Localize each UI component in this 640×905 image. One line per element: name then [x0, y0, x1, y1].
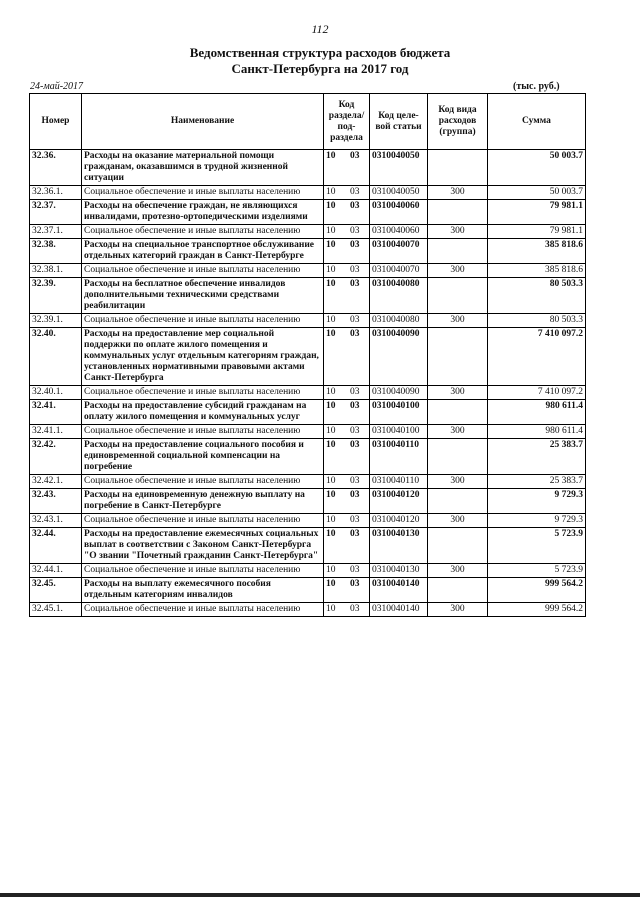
table-row [30, 514, 586, 528]
row-name: Расходы на обеспечение граждан, не являющихся инвалидами, протезно-ортопедическими изделиями [82, 200, 324, 225]
row-section [324, 314, 370, 328]
title-line-2: Санкт-Петербурга на 2017 год [231, 61, 409, 76]
table-row [30, 150, 586, 186]
table-row [30, 439, 586, 475]
row-section [324, 186, 370, 200]
row-section [324, 603, 370, 617]
row-subsection-code: 03 [350, 515, 360, 525]
row-amount: 7 410 097.2 [488, 328, 586, 386]
header-section: Код раздела/ под- раздела [324, 94, 370, 150]
row-name: Расходы на предоставление социального пособия и единовременной социальной компенсации на погребение [82, 439, 324, 475]
row-article: 0310040080 [370, 278, 428, 314]
row-amount: 385 818.6 [488, 264, 586, 278]
row-number: 32.41. [30, 400, 82, 425]
row-number: 32.43.1. [30, 514, 82, 528]
row-section [324, 150, 370, 186]
row-name: Социальное обеспечение и иные выплаты населению [82, 225, 324, 239]
row-section [324, 278, 370, 314]
row-section-code: 10 [326, 329, 336, 339]
header-name: Наименование [82, 94, 324, 150]
row-section-code: 10 [326, 315, 336, 325]
row-amount: 999 564.2 [488, 603, 586, 617]
row-name: Социальное обеспечение и иные выплаты населению [82, 514, 324, 528]
row-expense-type [428, 578, 488, 603]
row-subsection-code: 03 [350, 579, 360, 589]
row-article: 0310040080 [370, 314, 428, 328]
row-article: 0310040070 [370, 264, 428, 278]
row-expense-type [428, 528, 488, 564]
row-amount: 9 729.3 [488, 489, 586, 514]
table-row [30, 489, 586, 514]
row-section [324, 328, 370, 386]
table-row [30, 225, 586, 239]
row-name: Расходы на бесплатное обеспечение инвалидов дополнительными техническими средствами реабилитации [82, 278, 324, 314]
row-section-code: 10 [326, 579, 336, 589]
row-section-code: 10 [326, 226, 336, 236]
row-section-code: 10 [326, 401, 336, 411]
row-subsection-code: 03 [350, 315, 360, 325]
title-line-1: Ведомственная структура расходов бюджета [189, 45, 451, 60]
row-amount: 999 564.2 [488, 578, 586, 603]
row-name: Расходы на предоставление субсидий гражданам на оплату жилого помещения и коммунальных услуг [82, 400, 324, 425]
scan-edge-bar [0, 893, 640, 897]
row-section [324, 489, 370, 514]
row-section-code: 10 [326, 529, 336, 539]
table-row [30, 400, 586, 425]
row-section [324, 239, 370, 264]
row-number: 32.43. [30, 489, 82, 514]
row-subsection-code: 03 [350, 279, 360, 289]
row-expense-type: 300 [428, 603, 488, 617]
header-article: Код целе- вой статьи [370, 94, 428, 150]
row-amount: 80 503.3 [488, 278, 586, 314]
row-amount: 5 723.9 [488, 564, 586, 578]
row-expense-type: 300 [428, 314, 488, 328]
row-subsection-code: 03 [350, 565, 360, 575]
row-article: 0310040100 [370, 425, 428, 439]
row-amount: 50 003.7 [488, 150, 586, 186]
row-subsection-code: 03 [350, 151, 360, 161]
units-label: (тыс. руб.) [513, 81, 560, 92]
row-expense-type: 300 [428, 386, 488, 400]
row-section-code: 10 [326, 240, 336, 250]
row-section-code: 10 [326, 279, 336, 289]
row-section [324, 439, 370, 475]
row-article: 0310040120 [370, 489, 428, 514]
row-article: 0310040110 [370, 475, 428, 489]
row-name: Социальное обеспечение и иные выплаты населению [82, 186, 324, 200]
row-article: 0310040070 [370, 239, 428, 264]
row-amount: 9 729.3 [488, 514, 586, 528]
row-number: 32.42. [30, 439, 82, 475]
row-article: 0310040130 [370, 564, 428, 578]
row-subsection-code: 03 [350, 265, 360, 275]
row-article: 0310040050 [370, 150, 428, 186]
row-number: 32.44. [30, 528, 82, 564]
row-expense-type [428, 200, 488, 225]
budget-table [29, 93, 586, 617]
row-section [324, 578, 370, 603]
row-number: 32.36. [30, 150, 82, 186]
row-number: 32.41.1. [30, 425, 82, 439]
row-name: Расходы на оказание материальной помощи гражданам, оказавшимся в трудной жизненной ситуации [82, 150, 324, 186]
row-section [324, 386, 370, 400]
row-expense-type [428, 239, 488, 264]
row-section [324, 264, 370, 278]
row-section-code: 10 [326, 490, 336, 500]
row-amount: 25 383.7 [488, 439, 586, 475]
row-amount: 79 981.1 [488, 225, 586, 239]
row-expense-type [428, 400, 488, 425]
row-section [324, 528, 370, 564]
row-expense-type: 300 [428, 475, 488, 489]
row-article: 0310040110 [370, 439, 428, 475]
row-subsection-code: 03 [350, 387, 360, 397]
row-number: 32.40.1. [30, 386, 82, 400]
row-section-code: 10 [326, 565, 336, 575]
row-name: Социальное обеспечение и иные выплаты населению [82, 475, 324, 489]
row-subsection-code: 03 [350, 490, 360, 500]
page-title [0, 45, 640, 77]
row-subsection-code: 03 [350, 401, 360, 411]
row-amount: 79 981.1 [488, 200, 586, 225]
row-article: 0310040100 [370, 400, 428, 425]
row-article: 0310040140 [370, 603, 428, 617]
row-section [324, 425, 370, 439]
row-name: Социальное обеспечение и иные выплаты населению [82, 425, 324, 439]
row-article: 0310040060 [370, 225, 428, 239]
row-section-code: 10 [326, 201, 336, 211]
row-article: 0310040090 [370, 328, 428, 386]
row-number: 32.42.1. [30, 475, 82, 489]
row-subsection-code: 03 [350, 329, 360, 339]
table-row [30, 425, 586, 439]
row-section-code: 10 [326, 265, 336, 275]
table-row [30, 278, 586, 314]
row-expense-type: 300 [428, 264, 488, 278]
row-subsection-code: 03 [350, 604, 360, 614]
row-section [324, 225, 370, 239]
row-subsection-code: 03 [350, 426, 360, 436]
row-amount: 980 611.4 [488, 425, 586, 439]
row-subsection-code: 03 [350, 187, 360, 197]
row-number: 32.37. [30, 200, 82, 225]
row-name: Социальное обеспечение и иные выплаты населению [82, 264, 324, 278]
table-row [30, 200, 586, 225]
row-name: Расходы на единовременную денежную выплату на погребение в Санкт-Петербурге [82, 489, 324, 514]
table-row [30, 314, 586, 328]
row-amount: 385 818.6 [488, 239, 586, 264]
header-amount: Сумма [488, 94, 586, 150]
row-section [324, 514, 370, 528]
table-row [30, 528, 586, 564]
row-section [324, 564, 370, 578]
row-expense-type [428, 489, 488, 514]
row-section [324, 200, 370, 225]
row-amount: 980 611.4 [488, 400, 586, 425]
row-expense-type [428, 278, 488, 314]
row-expense-type: 300 [428, 186, 488, 200]
row-number: 32.38. [30, 239, 82, 264]
row-section [324, 475, 370, 489]
row-number: 32.36.1. [30, 186, 82, 200]
row-expense-type: 300 [428, 514, 488, 528]
row-article: 0310040050 [370, 186, 428, 200]
row-section-code: 10 [326, 440, 336, 450]
table-row [30, 475, 586, 489]
row-section-code: 10 [326, 604, 336, 614]
row-section [324, 400, 370, 425]
row-article: 0310040120 [370, 514, 428, 528]
row-article: 0310040130 [370, 528, 428, 564]
row-name: Социальное обеспечение и иные выплаты населению [82, 603, 324, 617]
row-subsection-code: 03 [350, 476, 360, 486]
row-name: Расходы на предоставление ежемесячных социальных выплат в соответствии с Законом Санкт-Петербурга "О звании "Почетный гражданин Санкт-Петербурга" [82, 528, 324, 564]
row-name: Социальное обеспечение и иные выплаты населению [82, 564, 324, 578]
row-article: 0310040060 [370, 200, 428, 225]
row-number: 32.45. [30, 578, 82, 603]
row-subsection-code: 03 [350, 440, 360, 450]
row-amount: 25 383.7 [488, 475, 586, 489]
table-row [30, 603, 586, 617]
row-expense-type [428, 150, 488, 186]
table-row [30, 186, 586, 200]
row-number: 32.44.1. [30, 564, 82, 578]
row-name: Расходы на предоставление мер социальной поддержки по оплате жилого помещения и коммунальных услуг отдельным категориям граждан, установленных нормативными правовыми актами Санкт-Петербурга [82, 328, 324, 386]
row-section-code: 10 [326, 387, 336, 397]
row-section-code: 10 [326, 187, 336, 197]
table-row [30, 264, 586, 278]
table-row [30, 239, 586, 264]
table-row [30, 328, 586, 386]
row-subsection-code: 03 [350, 201, 360, 211]
row-amount: 5 723.9 [488, 528, 586, 564]
row-name: Расходы на специальное транспортное обслуживание отдельных категорий граждан в Санкт-Петербурге [82, 239, 324, 264]
row-expense-type: 300 [428, 425, 488, 439]
header-number: Номер [30, 94, 82, 150]
row-section-code: 10 [326, 426, 336, 436]
row-amount: 80 503.3 [488, 314, 586, 328]
row-expense-type [428, 328, 488, 386]
row-expense-type: 300 [428, 564, 488, 578]
row-subsection-code: 03 [350, 226, 360, 236]
header-expense-type: Код вида расходов (группа) [428, 94, 488, 150]
row-article: 0310040090 [370, 386, 428, 400]
row-number: 32.37.1. [30, 225, 82, 239]
table-body [30, 150, 586, 617]
row-name: Социальное обеспечение и иные выплаты населению [82, 386, 324, 400]
table-row [30, 578, 586, 603]
row-name: Социальное обеспечение и иные выплаты населению [82, 314, 324, 328]
row-section-code: 10 [326, 476, 336, 486]
row-expense-type: 300 [428, 225, 488, 239]
page-number: 112 [311, 22, 329, 36]
row-number: 32.39.1. [30, 314, 82, 328]
row-amount: 7 410 097.2 [488, 386, 586, 400]
row-amount: 50 003.7 [488, 186, 586, 200]
table-row [30, 564, 586, 578]
row-subsection-code: 03 [350, 240, 360, 250]
row-subsection-code: 03 [350, 529, 360, 539]
table-row [30, 386, 586, 400]
row-number: 32.40. [30, 328, 82, 386]
document-date: 24-май-2017 [30, 81, 84, 92]
row-expense-type [428, 439, 488, 475]
row-section-code: 10 [326, 515, 336, 525]
row-name: Расходы на выплату ежемесячного пособия отдельным категориям инвалидов [82, 578, 324, 603]
row-number: 32.45.1. [30, 603, 82, 617]
row-number: 32.39. [30, 278, 82, 314]
row-section-code: 10 [326, 151, 336, 161]
row-number: 32.38.1. [30, 264, 82, 278]
row-article: 0310040140 [370, 578, 428, 603]
